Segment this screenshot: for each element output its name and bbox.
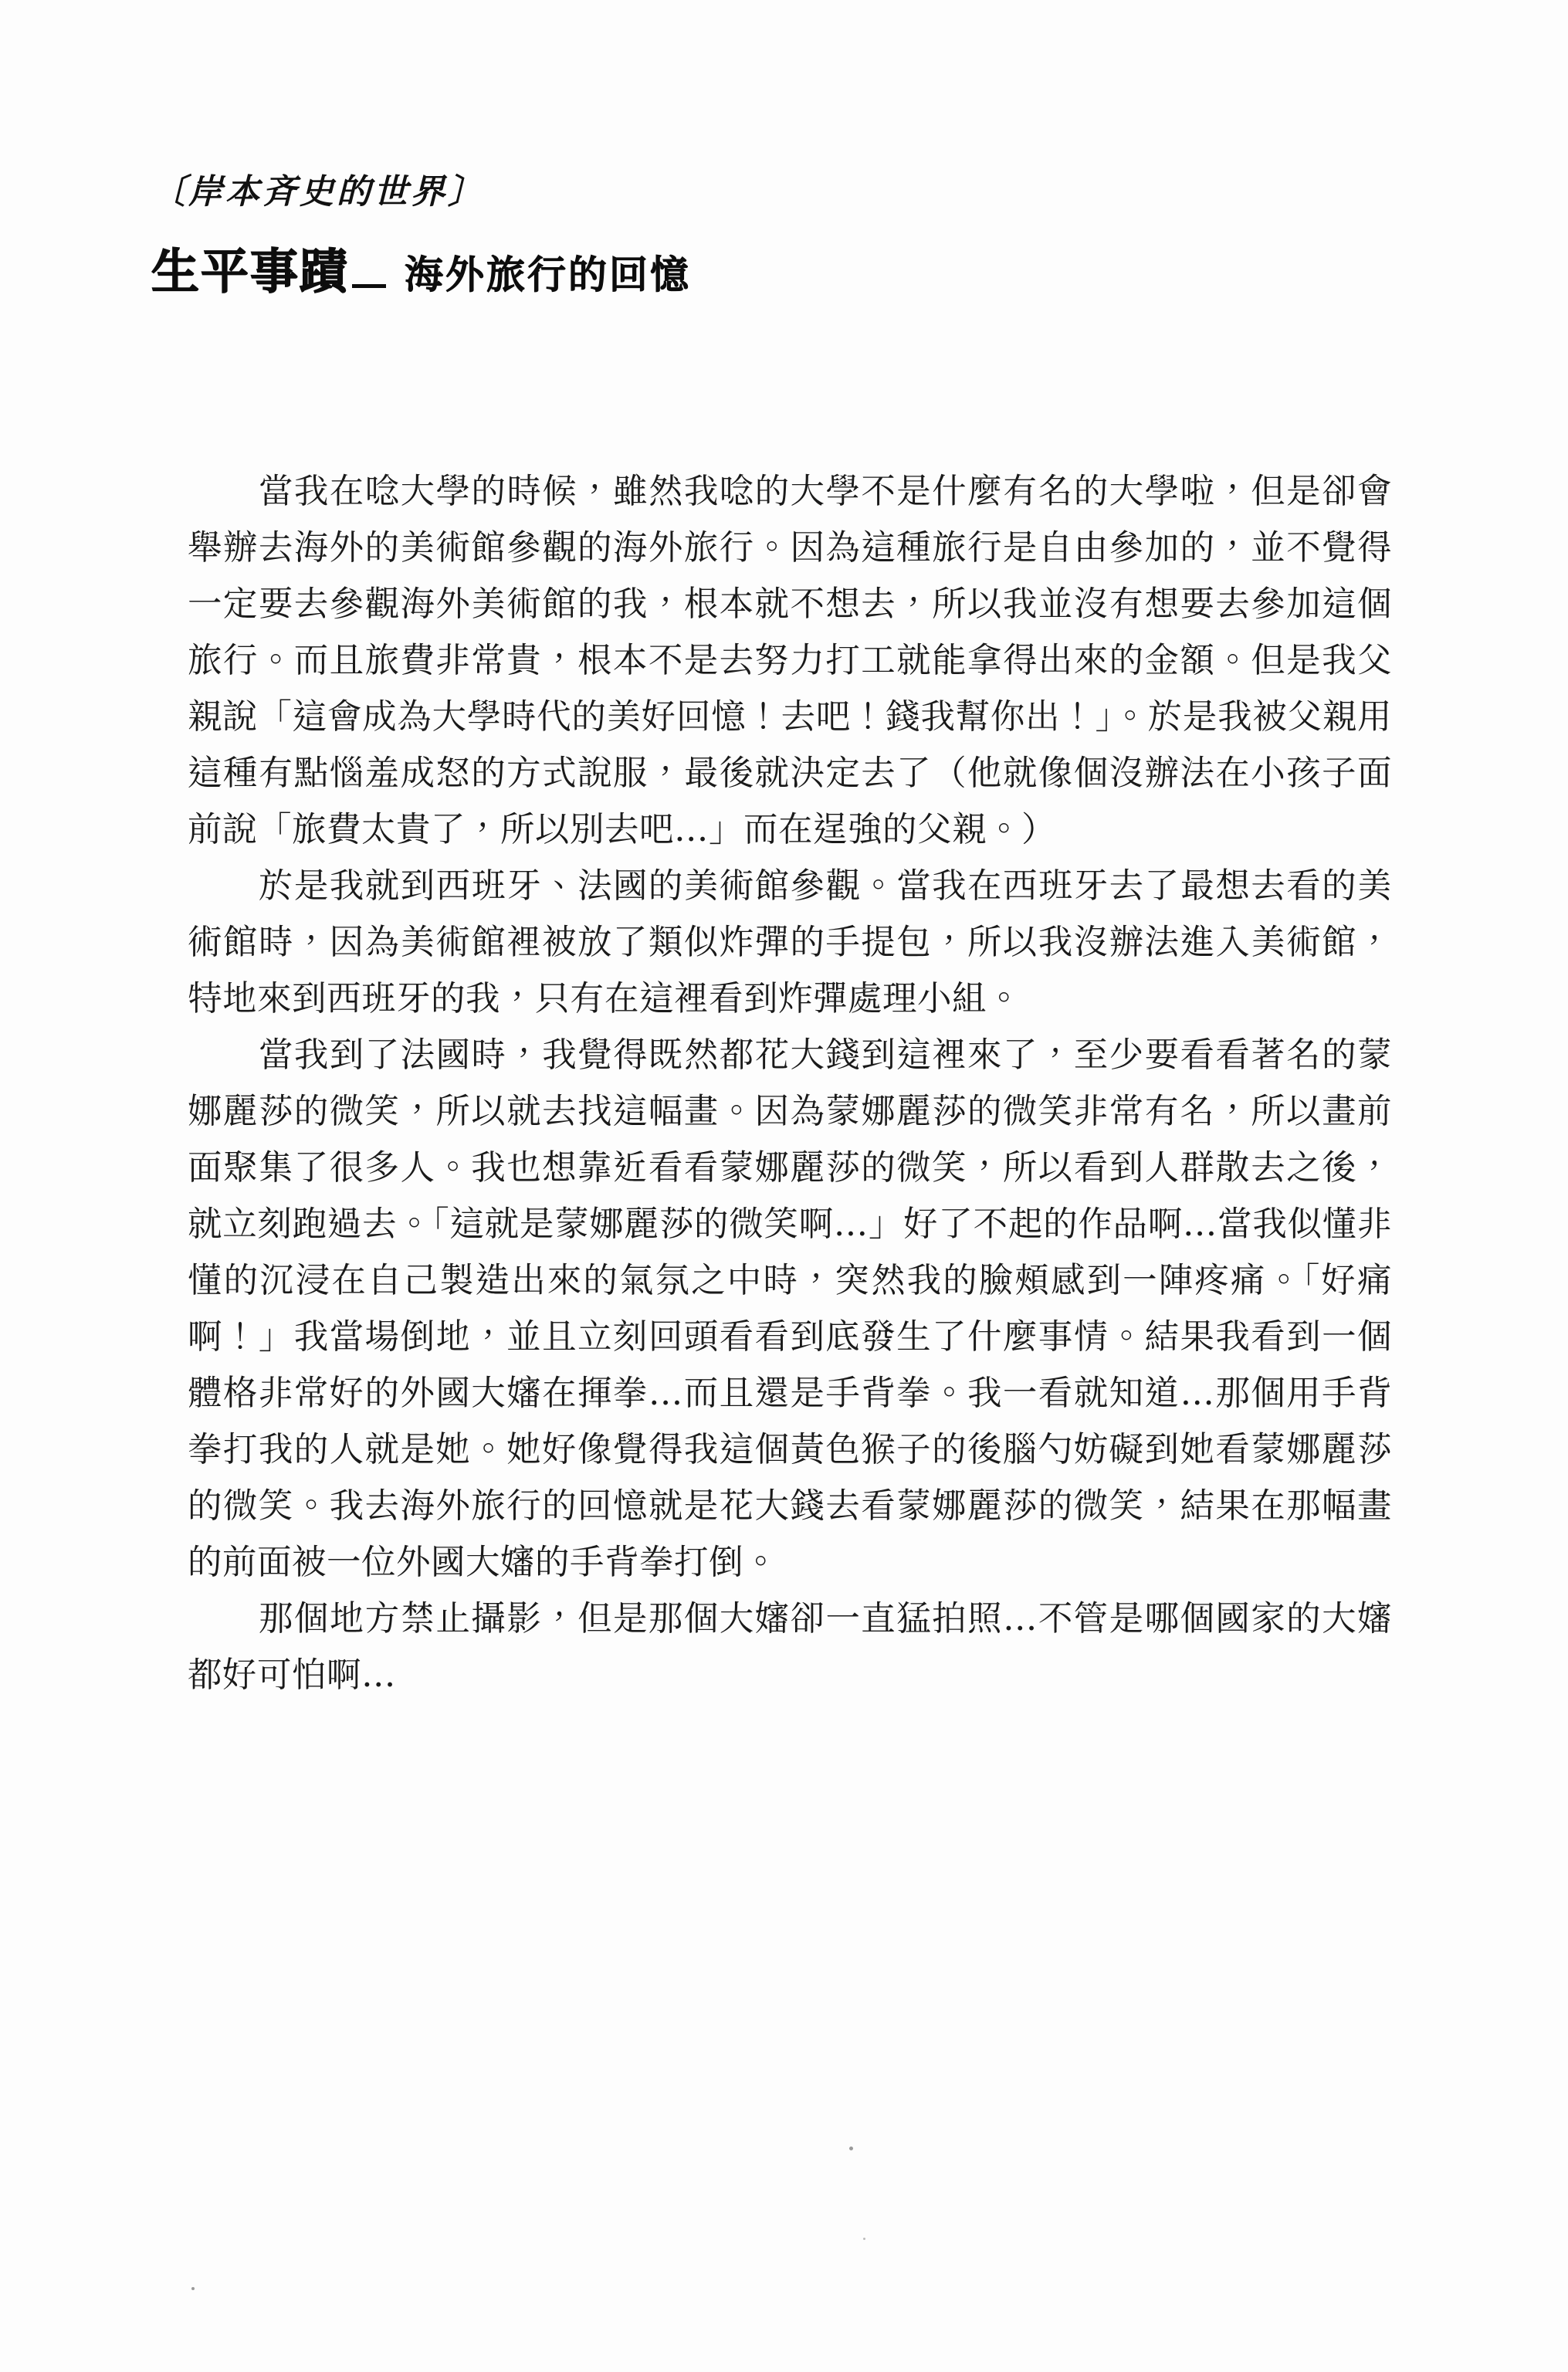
paragraph: 那個地方禁止攝影，但是那個大嬸卻一直猛拍照…不管是哪個國家的大嬸都好可怕啊… bbox=[188, 1599, 1392, 1695]
paper-speck bbox=[849, 2147, 853, 2150]
page-title: 生平事蹟 bbox=[151, 243, 350, 300]
page-header bbox=[151, 164, 1417, 302]
title-dash-divider bbox=[352, 284, 386, 288]
title-row bbox=[151, 233, 1417, 302]
paper-speck bbox=[191, 2287, 195, 2290]
paragraph: 當我到了法國時，我覺得既然都花大錢到這裡來了，至少要看看著名的蒙娜麗莎的微笑，所以就去找這幅畫。因為蒙娜麗莎的微笑非常有名，所以畫前面聚集了很多人。我也想靠近看看蒙娜麗莎的微笑，所以看到人群散去之後，就立刻跑過去。「這就是蒙娜麗莎的微笑啊…」好了不起的作品啊…當我似懂非懂的沉浸在自己製造出來的氣氛之中時，突然我的臉頰感到一陣疼痛。「好痛啊！」我當場倒地，並且立刻回頭看看到底發生了什麼事情。結果我看到一個體格非常好的外國大嬸在揮拳…而且還是手背拳。我一看就知道…那個用手背拳打我的人就是她。她好像覺得我這個黃色猴子的後腦勺妨礙到她看蒙娜麗莎的微笑。我去海外旅行的回憶就是花大錢去看蒙娜麗莎的微笑，結果在那幅畫的前面被一位外國大嬸的手背拳打倒。 bbox=[188, 1035, 1392, 1582]
page-subtitle: 海外旅行的回憶 bbox=[405, 252, 692, 297]
paragraph: 當我在唸大學的時候，雖然我唸的大學不是什麼有名的大學啦，但是卻會舉辦去海外的美術館參觀的海外旅行。因為這種旅行是自由參加的，並不覺得一定要去參觀海外美術館的我，根本就不想去，所以我並沒有想要去參加這個旅行。而且旅費非常貴，根本不是去努力打工就能拿得出來的金額。但是我父親說「這會成為大學時代的美好回憶！去吧！錢我幫你出！」。於是我被父親用這種有點惱羞成怒的方式說服，最後就決定去了（他就像個沒辦法在小孩子面前說「旅費太貴了，所以別去吧…」而在逞強的父親。） bbox=[188, 472, 1392, 849]
series-bracket-title: 〔岸本斉史的世界〕 bbox=[151, 172, 485, 212]
paragraph: 於是我就到西班牙、法國的美術館參觀。當我在西班牙去了最想去看的美術館時，因為美術館裡被放了類似炸彈的手提包，所以我沒辦法進入美術館，特地來到西班牙的我，只有在這裡看到炸彈處理小組。 bbox=[188, 866, 1392, 1018]
paper-speck bbox=[863, 2238, 865, 2240]
article-body bbox=[188, 463, 1392, 1703]
